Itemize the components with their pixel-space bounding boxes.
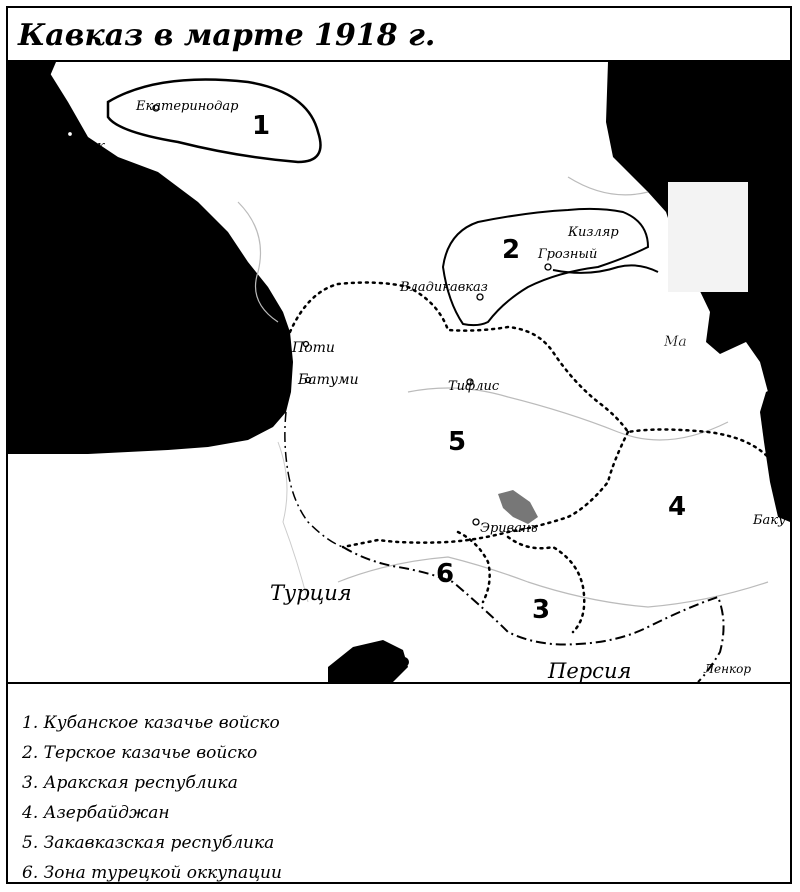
river	[338, 557, 768, 607]
region-number-5: 5	[448, 427, 467, 457]
city-eysk: Ейск	[72, 139, 105, 154]
city-marker	[545, 264, 551, 270]
region-number-1: 1	[252, 111, 271, 141]
city-poti: Поти	[292, 340, 335, 356]
caspian-coast	[760, 380, 790, 522]
legend	[22, 708, 782, 888]
city-ekaterinodar: Екатеринодар	[136, 99, 239, 114]
legend-item-3: 3. Аракская республика	[22, 773, 238, 793]
region-1-boundary	[108, 80, 321, 163]
lake-van	[328, 640, 408, 682]
river	[278, 442, 308, 602]
city-erivan: Эривань	[480, 521, 538, 536]
city-kizlyar: Кизляр	[568, 225, 619, 240]
map-white-patch	[668, 182, 748, 292]
map-frame	[6, 6, 792, 884]
city-lenkoran: Ленкор	[704, 662, 752, 676]
title-bar	[8, 8, 790, 62]
city-makhachkala: Ма	[664, 334, 687, 350]
city-grozny: Грозный	[538, 247, 598, 262]
city-tiflis: Тифлис	[448, 379, 500, 394]
lake-dot	[399, 657, 409, 667]
border-line	[553, 265, 658, 273]
lake-sevan	[498, 490, 538, 524]
region-number-2: 2	[502, 235, 521, 265]
city-marker	[473, 519, 479, 525]
region-number-3: 3	[532, 595, 551, 625]
map-area	[8, 62, 790, 684]
region-number-4: 4	[668, 492, 687, 522]
country-persia: Персия	[548, 659, 632, 682]
transcaucasia-border	[290, 283, 768, 457]
legend-item-4: 4. Азербайджан	[22, 803, 170, 823]
region-number-6: 6	[436, 559, 455, 589]
state-border	[285, 412, 343, 547]
legend-item-6: 6. Зона турецкой оккупации	[22, 863, 282, 883]
city-vladikavkaz: Владикавказ	[400, 280, 488, 295]
legend-item-2: 2. Терское казачье войско	[22, 743, 258, 763]
legend-item-1: 1. Кубанское казачье войско	[22, 713, 280, 733]
map-title: Кавказ в марте 1918 г.	[18, 18, 436, 53]
city-marker	[68, 132, 73, 137]
black-sea	[8, 62, 293, 454]
city-batumi: Батуми	[298, 372, 359, 388]
country-turkey: Турция	[270, 581, 352, 605]
legend-item-5: 5. Закавказская республика	[22, 833, 275, 853]
city-baku: Баку	[753, 513, 786, 528]
